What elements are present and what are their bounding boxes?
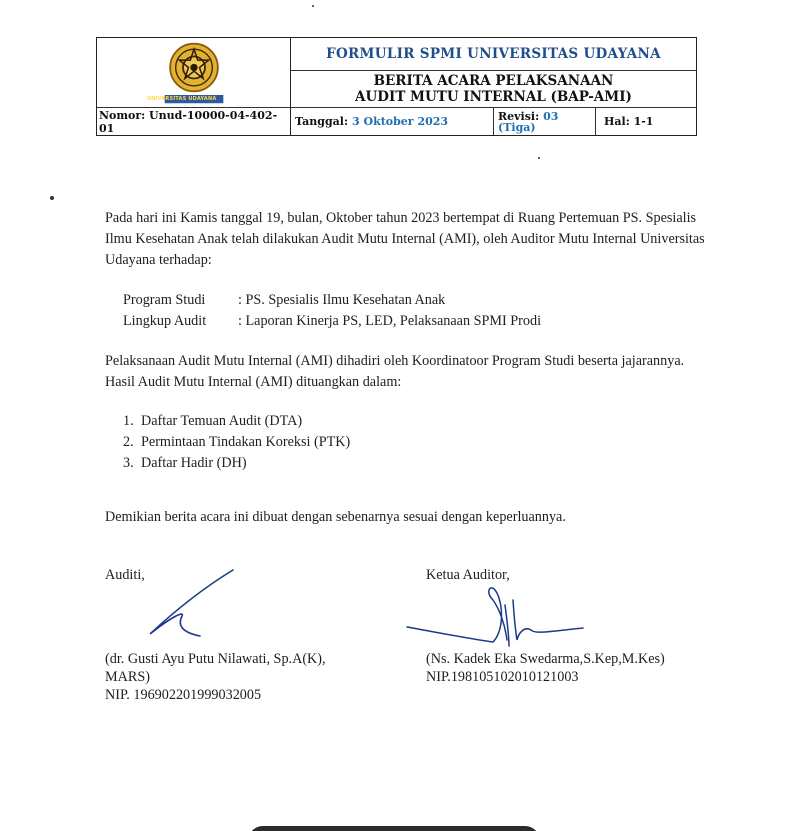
- auditor-nip: NIP.198105102010121003: [426, 669, 579, 685]
- document-title-line1: BERITA ACARA PELAKSANAAN: [373, 73, 614, 89]
- auditee-nip: NIP. 196902201999032005: [105, 687, 262, 703]
- list-item: Daftar Hadir (DH): [141, 455, 247, 471]
- auditee-name-line1: (dr. Gusti Ayu Putu Nilawati, Sp.A(K),: [105, 651, 326, 667]
- auditor-name: (Ns. Kadek Eka Swedarma,S.Kep,M.Kes): [426, 651, 665, 667]
- auditee-role: Auditi,: [105, 567, 145, 583]
- program-value: : PS. Spesialis Ilmu Kesehatan Anak: [238, 292, 446, 308]
- auditor-signature-icon: [405, 580, 590, 655]
- document-date: [291, 108, 494, 135]
- intro-paragraph: Pada hari ini Kamis tanggal 19, bulan, Oktober tahun 2023 bertempat di Ruang Pertemuan PS. Spesialis Ilmu Kesehatan Anak telah dilakukan Audit Mutu Internal (AMI), oleh Auditor Mutu Internal Universitas Udayana terhadap:: [105, 210, 705, 268]
- list-item: Permintaan Tindakan Koreksi (PTK): [141, 434, 351, 450]
- revision-words: (Tiga): [498, 120, 536, 134]
- auditor-role: Ketua Auditor,: [426, 567, 510, 583]
- list-item-number: 3.: [123, 455, 134, 471]
- list-item: Daftar Temuan Audit (DTA): [141, 413, 303, 429]
- revision-value: 03: [543, 109, 559, 123]
- logo-cell: [97, 38, 291, 108]
- form-title: FORMULIR SPMI UNIVERSITAS UDAYANA: [291, 38, 696, 71]
- scope-value: : Laporan Kinerja PS, LED, Pelaksanaan SPMI Prodi: [238, 313, 542, 329]
- logo-text: UNIVERSITAS UDAYANA: [147, 96, 217, 102]
- attendance-paragraph: Pelaksanaan Audit Mutu Internal (AMI) dihadiri oleh Koordinatoor Program Studi beserta jajarannya. Hasil Audit Mutu Internal (AMI) dituangkan dalam:: [105, 353, 685, 390]
- date-label: Tanggal:: [295, 115, 349, 128]
- scan-speck: [50, 196, 54, 200]
- viewer-toolbar[interactable]: [248, 826, 540, 831]
- form-header-table: [96, 37, 697, 136]
- date-value: 3 Oktober 2023: [352, 115, 449, 128]
- scan-speck: [312, 5, 314, 7]
- page-count: Hal: 1-1: [604, 115, 654, 128]
- revision-label: Revisi:: [498, 109, 540, 123]
- scan-speck: [538, 157, 540, 159]
- closing-paragraph: Demikian berita acara ini dibuat dengan sebenarnya sesuai dengan keperluannya.: [105, 509, 566, 525]
- scope-label: Lingkup Audit: [123, 313, 207, 329]
- program-label: Program Studi: [123, 292, 206, 308]
- document-title: [291, 71, 696, 108]
- document-revision: [494, 108, 596, 135]
- document-title-line2: AUDIT MUTU INTERNAL (BAP-AMI): [355, 89, 632, 105]
- list-item-number: 1.: [123, 413, 134, 429]
- auditee-signature-icon: [140, 566, 240, 641]
- document-number: Nomor: Unud-10000-04-402-01: [97, 108, 291, 135]
- auditee-name-line2: MARS): [105, 669, 150, 685]
- list-item-number: 2.: [123, 434, 134, 450]
